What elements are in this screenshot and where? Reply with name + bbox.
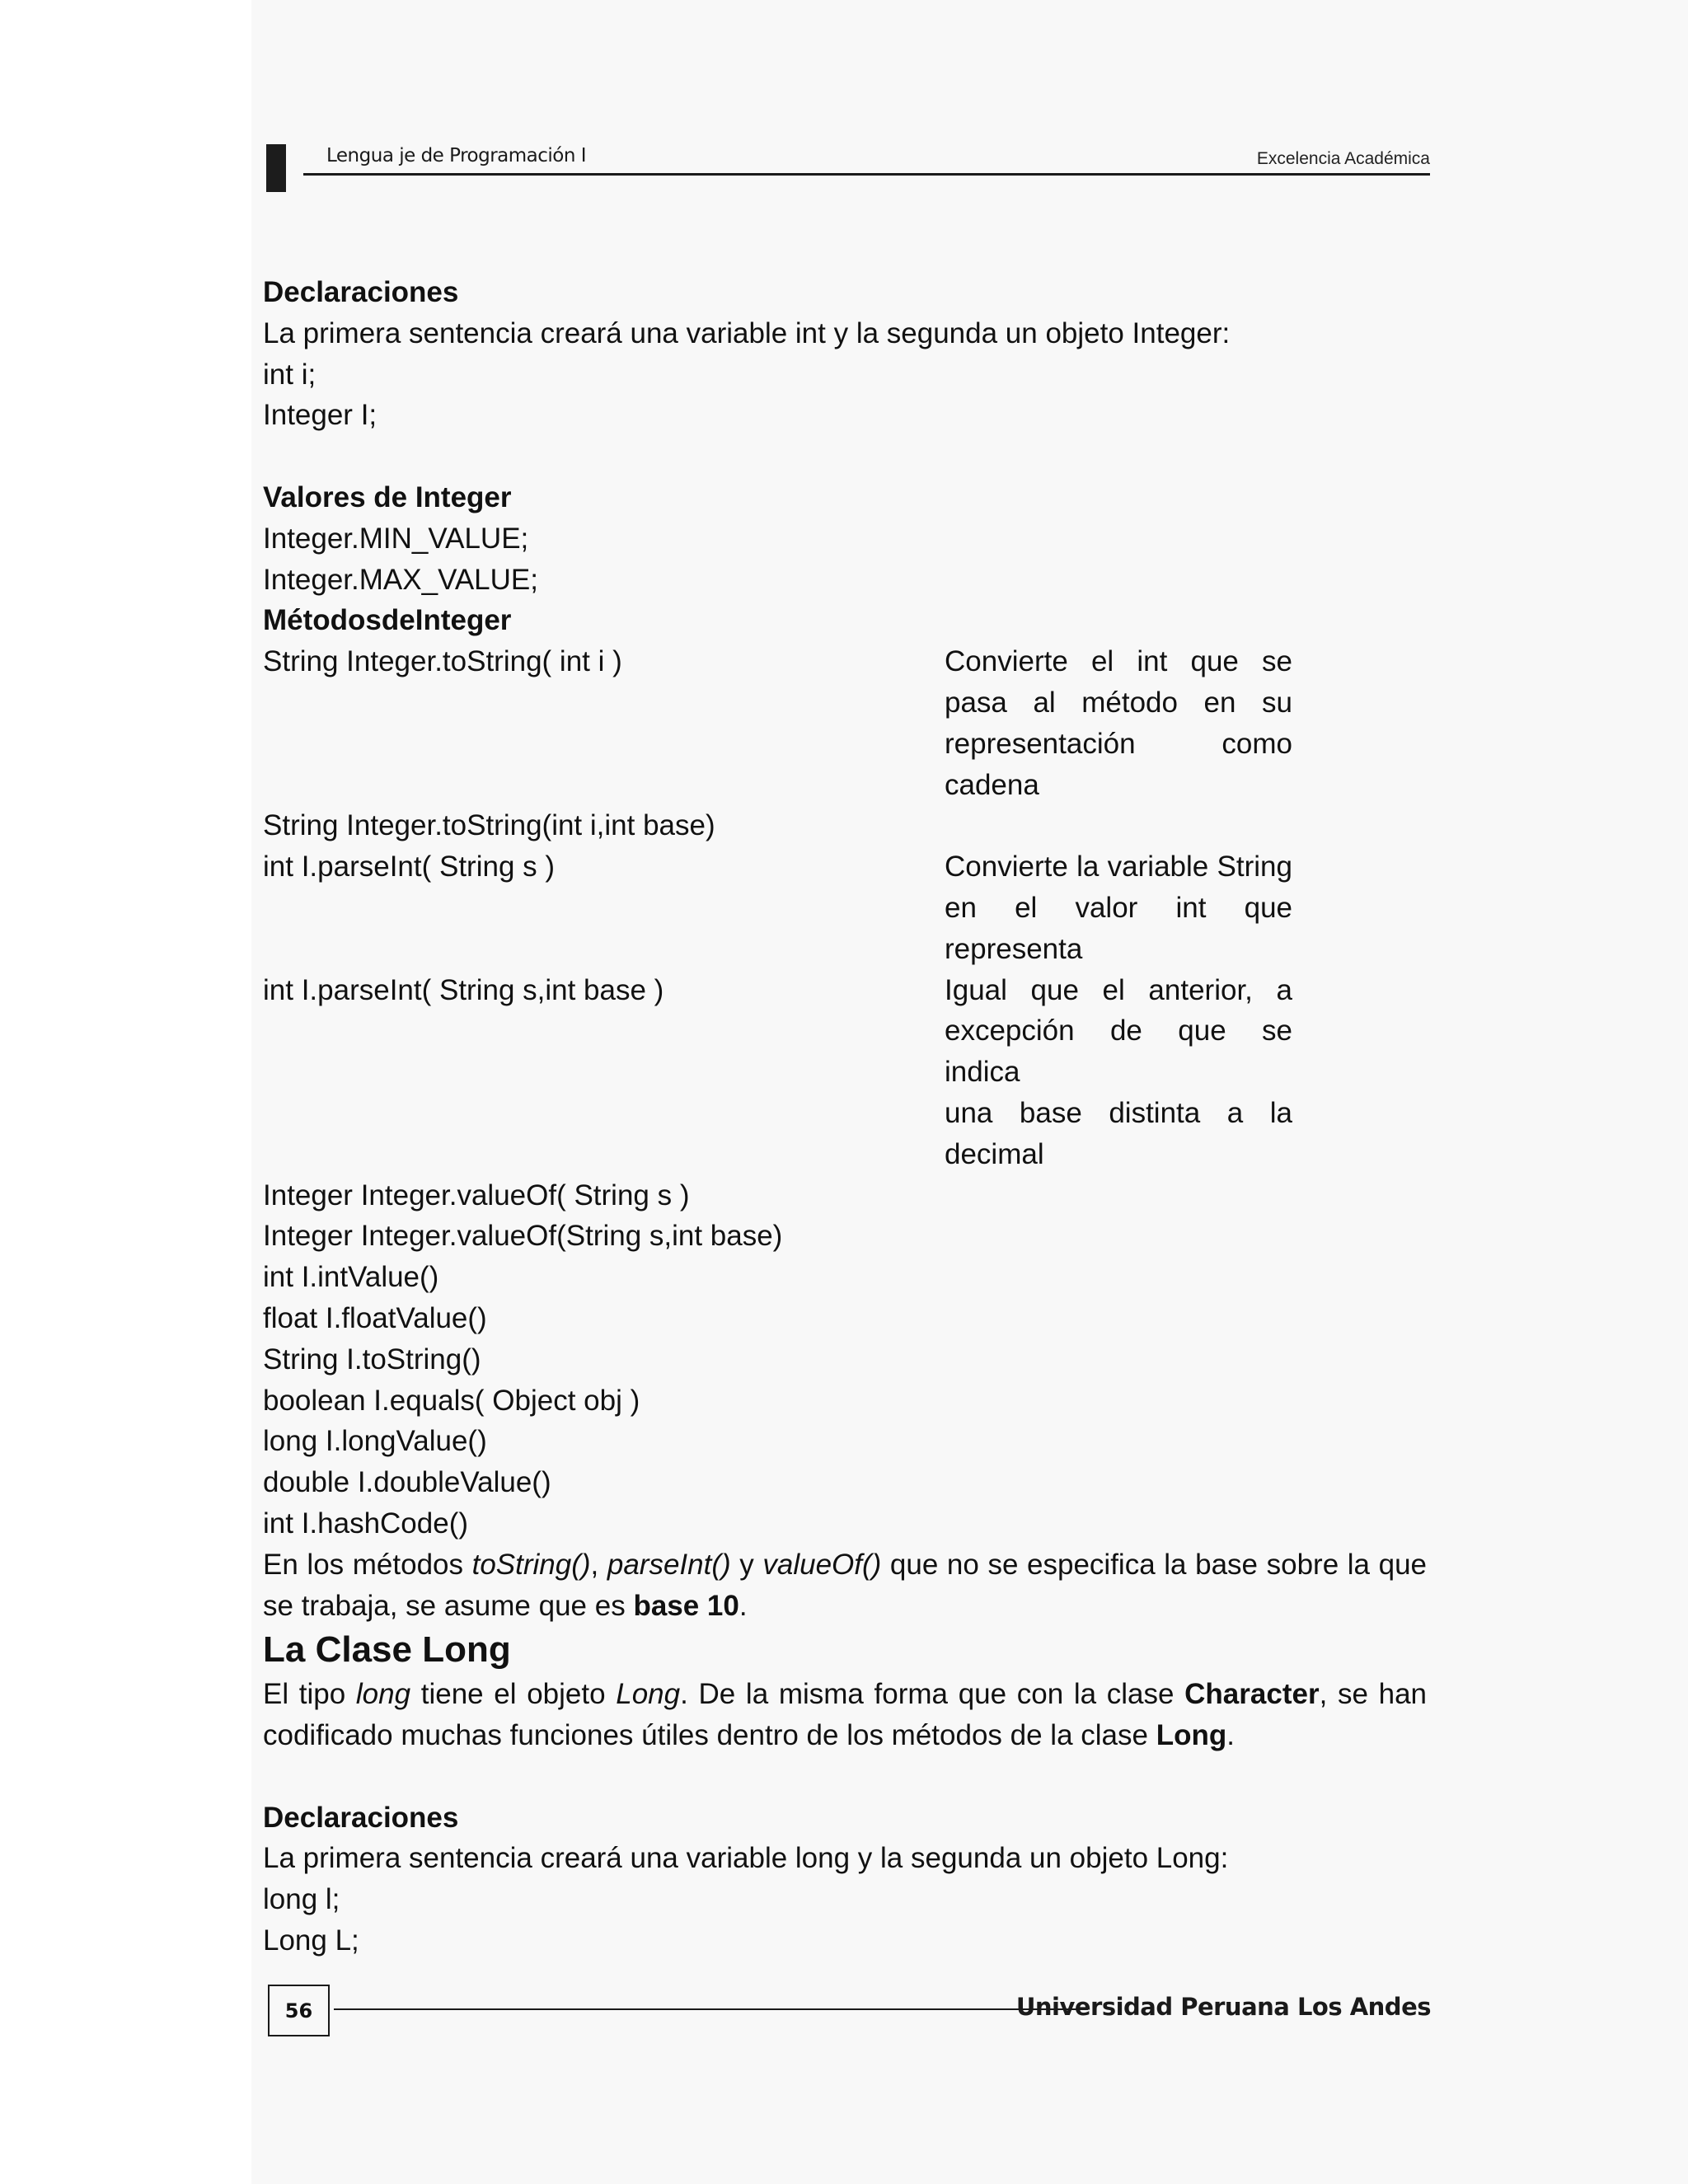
note-text: . [738, 1589, 748, 1622]
intro-italic: long [355, 1678, 411, 1711]
method-description [945, 846, 1292, 969]
intro-text: El tipo [263, 1678, 356, 1711]
valores-heading: Valores de Integer [263, 480, 512, 513]
note-method-name: toString() [471, 1548, 591, 1581]
method-signature: int I.parseInt( String s ) [263, 851, 556, 883]
description-line: pasa al método en su [945, 686, 1292, 719]
method-description [945, 970, 1292, 1175]
note-text: , [590, 1548, 607, 1581]
note-emphasis: base 10 [633, 1589, 739, 1622]
method-signature: Integer Integer.valueOf( String s ) [263, 1179, 690, 1212]
code-line: int i; [263, 358, 316, 391]
intro-text: . De la misma forma que con la clase [680, 1678, 1185, 1711]
long-intro-paragraph [263, 1674, 1427, 1756]
spacer [263, 436, 1427, 477]
description-line: representación como [945, 727, 1292, 760]
method-row [263, 1380, 1427, 1422]
method-row [263, 1339, 1427, 1380]
method-signature: int I.intValue() [263, 1261, 439, 1294]
note-method-name: valueOf() [762, 1548, 882, 1581]
footer-rule [334, 2008, 1088, 2010]
method-description [945, 641, 1292, 805]
metodos-heading: MétodosdeInteger [263, 604, 512, 637]
intro-text: tiene el objeto [410, 1678, 617, 1711]
intro-text: , se han codificado muchas funciones útiles dentro de los métodos de la clase [263, 1678, 1428, 1752]
method-row [263, 1462, 1427, 1503]
intro-text: . [1226, 1719, 1235, 1752]
note-text: En los métodos [263, 1548, 472, 1581]
method-row [263, 1175, 1427, 1216]
code-line: Integer.MAX_VALUE; [263, 563, 538, 596]
declaraciones-heading: Declaraciones [263, 276, 459, 308]
page-content [263, 272, 1427, 1961]
header-title: Lengua je de Programación I [326, 145, 587, 166]
note-method-name: parseInt() [607, 1548, 731, 1581]
method-row [263, 970, 1427, 1175]
method-row [263, 1503, 1427, 1544]
note-text: y [730, 1548, 763, 1581]
intro-bold: Character [1184, 1678, 1320, 1711]
declaraciones-heading: Declaraciones [263, 1801, 459, 1834]
description-line: Convierte la variable String [945, 851, 1292, 883]
method-signature: boolean I.equals( Object obj ) [263, 1384, 640, 1417]
header-rule [303, 173, 1430, 176]
method-signature: String Integer.toString(int i,int base) [263, 809, 715, 842]
page-number: 56 [268, 1985, 330, 2036]
note-text: que no se especifica la base sobre la que se trabaja, se asume que es [263, 1548, 1427, 1622]
footer-university: Universidad Peruana Los Andes [1015, 1993, 1431, 2021]
header-marker-bar [266, 144, 286, 192]
intro-italic: Long [616, 1678, 681, 1711]
method-signature: int I.hashCode() [263, 1507, 469, 1540]
code-line: Integer I; [263, 399, 377, 432]
method-row [263, 1257, 1427, 1298]
method-signature: int I.parseInt( String s,int base ) [263, 973, 664, 1006]
method-row [263, 846, 1427, 969]
method-signature: String Integer.toString( int i ) [263, 645, 622, 678]
method-signature: Integer Integer.valueOf(String s,int base) [263, 1220, 783, 1253]
description-line: representa [945, 932, 1083, 965]
method-signature: String I.toString() [263, 1343, 481, 1376]
code-line: Integer.MIN_VALUE; [263, 522, 529, 555]
description-line: Igual que el anterior, a [945, 973, 1292, 1006]
method-row [263, 1298, 1427, 1339]
intro-bold: Long [1156, 1719, 1227, 1752]
method-signature: double I.doubleValue() [263, 1466, 551, 1499]
method-signature: long I.longValue() [263, 1425, 487, 1458]
spacer [263, 1756, 1427, 1797]
code-line: long l; [263, 1883, 340, 1916]
method-row [263, 1421, 1427, 1462]
declaraciones-text: La primera sentencia creará una variable long y la segunda un objeto Long: [263, 1842, 1229, 1875]
base-note-paragraph [263, 1544, 1427, 1627]
method-signature: float I.floatValue() [263, 1301, 487, 1334]
declaraciones-text: La primera sentencia creará una variable int y la segunda un objeto Integer: [263, 316, 1231, 349]
header-tagline: Excelencia Académica [1256, 149, 1430, 168]
description-line: una base distinta a la [945, 1096, 1292, 1129]
method-row [263, 641, 1427, 805]
method-row [263, 805, 1427, 846]
description-line: en el valor int que [945, 891, 1292, 924]
section-title: La Clase Long [263, 1629, 511, 1671]
methods-table [263, 641, 1427, 1544]
description-line: Convierte el int que se [945, 645, 1292, 678]
description-line: decimal [945, 1137, 1044, 1170]
description-line: cadena [945, 768, 1039, 801]
method-row [263, 1216, 1427, 1257]
description-line: excepción de que se indica [945, 1015, 1292, 1089]
code-line: Long L; [263, 1924, 359, 1957]
